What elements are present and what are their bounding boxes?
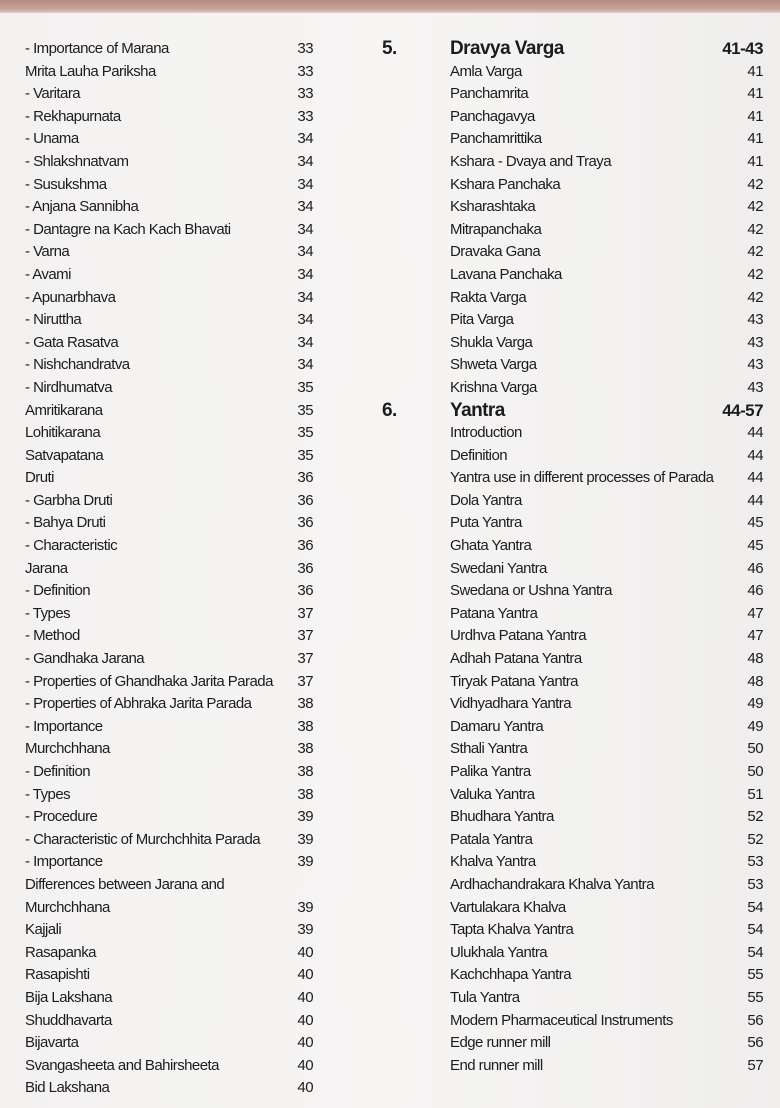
toc-entry-title: Edge runner mill	[450, 1034, 551, 1052]
toc-entry	[380, 580, 763, 603]
toc-entry	[25, 264, 315, 287]
toc-entry-page: 56	[747, 1011, 763, 1029]
toc-entry	[25, 128, 315, 151]
toc-entry-page: 42	[747, 243, 763, 261]
toc-entry-title: Adhah Patana Yantra	[450, 650, 582, 668]
toc-entry-page: 56	[747, 1034, 763, 1052]
toc-entry	[380, 1055, 763, 1078]
toc-entry	[380, 61, 763, 84]
toc-entry-page: 41	[747, 62, 763, 80]
toc-chapter-heading	[380, 400, 763, 423]
toc-entry-title: Ghata Yantra	[450, 537, 532, 555]
toc-entry-page: 41	[747, 85, 763, 103]
toc-entry-page: 42	[747, 175, 763, 193]
toc-entry-title: End runner mill	[450, 1056, 543, 1074]
chapter-number: 6.	[382, 399, 397, 421]
toc-entry-page: 42	[747, 288, 763, 306]
toc-entry-page: 50	[747, 740, 763, 758]
toc-entry	[380, 761, 763, 784]
toc-entry-title: Ksharashtaka	[450, 198, 536, 216]
toc-entry-page: 40	[297, 966, 313, 984]
toc-entry-page: 43	[747, 378, 763, 396]
toc-entry-title: - Avami	[25, 265, 71, 283]
toc-entry-title: Bhudhara Yantra	[450, 808, 554, 826]
toc-entry-title: Vidhyadhara Yantra	[450, 695, 572, 713]
toc-entry-page: 36	[297, 514, 313, 532]
toc-entry	[380, 128, 763, 151]
toc-entry-title: - Types	[25, 604, 71, 622]
toc-entry-title: Palika Yantra	[450, 763, 531, 780]
toc-entry-title: Lavana Panchaka	[450, 265, 562, 283]
toc-entry-title: Modern Pharmaceutical Instruments	[450, 1011, 673, 1029]
toc-entry-page: 53	[747, 875, 763, 893]
toc-entry-page: 41	[747, 107, 763, 125]
toc-entry-page: 34	[297, 243, 313, 261]
toc-entry-page: 51	[747, 785, 763, 803]
toc-entry-page: 33	[297, 107, 313, 125]
toc-entry-page: 34	[297, 311, 313, 329]
toc-entry-title: Mitrapanchaka	[450, 220, 542, 238]
toc-entry-page: 37	[297, 604, 313, 622]
toc-entry-page: 33	[297, 40, 313, 57]
toc-entry	[380, 535, 763, 558]
toc-entry-page: 44	[747, 424, 763, 442]
toc-entry-page: 57	[747, 1056, 763, 1074]
toc-entry-title: - Importance of Marana	[25, 40, 169, 57]
toc-entry-page: 46	[747, 559, 763, 577]
toc-entry-title: Shweta Varga	[450, 356, 537, 374]
toc-entry	[25, 1055, 315, 1078]
toc-entry	[380, 241, 763, 264]
toc-entry-title: Vartulakara Khalva	[450, 898, 566, 916]
toc-entry-title: - Procedure	[25, 808, 98, 826]
chapter-title: Yantra	[450, 399, 505, 421]
toc-entry	[380, 784, 763, 807]
toc-entry-title: - Definition	[25, 582, 91, 600]
toc-right-column	[380, 38, 763, 1077]
toc-entry-page: 39	[297, 853, 313, 871]
toc-entry-page: 38	[297, 785, 313, 803]
toc-entry	[380, 422, 763, 445]
toc-entry-page: 42	[747, 198, 763, 216]
toc-entry	[380, 196, 763, 219]
toc-entry	[25, 219, 315, 242]
toc-entry-title: Bid Lakshana	[25, 1079, 110, 1097]
toc-entry-page: 36	[297, 537, 313, 555]
toc-entry-page: 34	[297, 220, 313, 238]
toc-entry	[25, 241, 315, 264]
toc-entry-title: Shuddhavarta	[25, 1011, 112, 1029]
toc-entry-page: 54	[747, 921, 763, 939]
toc-entry-title: Rasapanka	[25, 943, 96, 961]
toc-entry	[25, 784, 315, 807]
toc-entry-page: 40	[297, 1079, 313, 1097]
toc-entry-page: 43	[747, 333, 763, 351]
toc-entry-title: Dravaka Gana	[450, 243, 541, 261]
toc-entry-page: 42	[747, 265, 763, 283]
chapter-title: Dravya Varga	[450, 38, 564, 59]
toc-entry-page: 46	[747, 582, 763, 600]
toc-entry	[25, 942, 315, 965]
toc-entry-title: - Gata Rasatva	[25, 333, 119, 351]
toc-entry-page: 40	[297, 1011, 313, 1029]
toc-entry	[380, 1010, 763, 1033]
toc-entry-title: Krishna Varga	[450, 378, 537, 396]
toc-entry	[25, 625, 315, 648]
toc-entry-title: Khalva Yantra	[450, 853, 536, 871]
toc-entry-page: 38	[297, 717, 313, 735]
toc-entry	[380, 512, 763, 535]
toc-entry-page: 36	[297, 469, 313, 487]
toc-entry	[25, 535, 315, 558]
toc-entry-page: 49	[747, 717, 763, 735]
toc-entry-title: Bija Lakshana	[25, 988, 113, 1006]
toc-entry	[25, 61, 315, 84]
toc-entry	[25, 580, 315, 603]
toc-entry-page: 34	[297, 175, 313, 193]
toc-entry-title: Druti	[25, 469, 54, 487]
toc-entry	[380, 1032, 763, 1055]
toc-entry-title: - Nishchandratva	[25, 356, 130, 374]
toc-entry-page: 39	[297, 808, 313, 826]
toc-entry-title: Kshara - Dvaya and Traya	[450, 152, 612, 170]
toc-entry-title: - Importance	[25, 717, 103, 735]
toc-entry-page: 39	[297, 898, 313, 916]
toc-entry-title: Bijavarta	[25, 1034, 79, 1052]
toc-entry-title: - Definition	[25, 763, 91, 780]
toc-entry-page: 43	[747, 356, 763, 374]
toc-entry-title: Introduction	[450, 424, 522, 442]
toc-chapter-heading	[380, 38, 763, 61]
toc-entry-title: Swedani Yantra	[450, 559, 547, 577]
toc-entry-page: 49	[747, 695, 763, 713]
chapter-number: 5.	[382, 38, 397, 59]
toc-entry-page: 45	[747, 537, 763, 555]
toc-entry	[380, 151, 763, 174]
toc-entry-page: 55	[747, 966, 763, 984]
toc-entry-page: 33	[297, 85, 313, 103]
toc-entry-title: Puta Yantra	[450, 514, 522, 532]
toc-entry-page: 35	[297, 424, 313, 442]
toc-entry-title: - Nirdhumatva	[25, 378, 113, 396]
toc-entry-page: 34	[297, 333, 313, 351]
toc-entry-page: 39	[297, 921, 313, 939]
toc-entry	[25, 738, 315, 761]
toc-entry	[380, 332, 763, 355]
toc-entry-title: Panchagavya	[450, 107, 535, 125]
toc-entry	[25, 467, 315, 490]
toc-entry-page: 40	[297, 1056, 313, 1074]
toc-entry-title: Tula Yantra	[450, 988, 520, 1006]
toc-entry	[25, 671, 315, 694]
toc-entry-page: 35	[297, 378, 313, 396]
toc-entry-page: 38	[297, 740, 313, 758]
toc-entry	[25, 806, 315, 829]
toc-entry	[25, 897, 315, 920]
toc-entry	[380, 738, 763, 761]
toc-entry	[380, 919, 763, 942]
toc-entry-title: Ardhachandrakara Khalva Yantra	[450, 875, 654, 893]
toc-entry-page: 43	[747, 311, 763, 329]
toc-entry-title: - Method	[25, 627, 80, 645]
toc-entry	[25, 38, 315, 61]
toc-entry-title: Ulukhala Yantra	[450, 943, 548, 961]
toc-entry-page: 34	[297, 198, 313, 216]
toc-entry-page: 41	[747, 130, 763, 148]
toc-entry-title: Kajjali	[25, 921, 62, 939]
toc-entry	[25, 1010, 315, 1033]
toc-entry-page: 54	[747, 943, 763, 961]
toc-entry-page: 36	[297, 559, 313, 577]
toc-entry	[25, 354, 315, 377]
toc-entry-title: - Bahya Druti	[25, 514, 106, 532]
toc-entry	[25, 603, 315, 626]
toc-entry	[380, 354, 763, 377]
toc-entry	[380, 964, 763, 987]
toc-entry-page: 52	[747, 808, 763, 826]
toc-entry	[380, 377, 763, 400]
toc-entry	[380, 942, 763, 965]
chapter-page-range: 41-43	[722, 39, 763, 58]
toc-entry	[380, 83, 763, 106]
toc-entry-title: - Properties of Ghandhaka Jarita Parada	[25, 672, 273, 690]
toc-entry-page: 47	[747, 627, 763, 645]
toc-entry	[25, 332, 315, 355]
toc-entry-title: Rasapishti	[25, 966, 90, 984]
toc-entry	[380, 851, 763, 874]
toc-entry	[25, 1077, 315, 1100]
toc-entry-title: - Varna	[25, 243, 70, 261]
toc-entry	[380, 829, 763, 852]
toc-entry-title: Dola Yantra	[450, 491, 522, 509]
toc-entry-page: 34	[297, 152, 313, 170]
toc-entry-title: Amla Varga	[450, 62, 522, 80]
toc-entry-title: Swedana or Ushna Yantra	[450, 582, 612, 600]
toc-entry-page: 36	[297, 491, 313, 509]
toc-entry	[380, 309, 763, 332]
toc-entry-page: 34	[297, 288, 313, 306]
toc-entry-page: 52	[747, 830, 763, 848]
toc-entry-title: - Types	[25, 785, 71, 803]
toc-entry-title: Lohitikarana	[25, 424, 101, 442]
toc-entry	[25, 761, 315, 784]
toc-entry-title: Differences between Jarana and	[25, 875, 225, 893]
toc-entry-title: - Gandhaka Jarana	[25, 650, 145, 668]
toc-entry	[25, 196, 315, 219]
toc-entry	[25, 422, 315, 445]
toc-entry	[25, 987, 315, 1010]
toc-entry-title: Amritikarana	[25, 401, 103, 419]
toc-entry-title: - Unama	[25, 130, 79, 148]
toc-entry-page: 55	[747, 988, 763, 1006]
toc-entry	[380, 287, 763, 310]
toc-entry	[380, 603, 763, 626]
toc-entry-title: - Importance	[25, 853, 103, 871]
toc-entry	[25, 874, 315, 897]
page-top-edge	[0, 0, 780, 13]
toc-entry	[25, 174, 315, 197]
toc-entry	[25, 309, 315, 332]
toc-entry	[380, 445, 763, 468]
toc-entry-page: 39	[297, 830, 313, 848]
toc-entry-page: 40	[297, 1034, 313, 1052]
toc-entry-page: 48	[747, 650, 763, 668]
toc-entry-title: Shukla Varga	[450, 333, 533, 351]
toc-entry-title: Urdhva Patana Yantra	[450, 627, 587, 645]
toc-entry-page: 36	[297, 582, 313, 600]
toc-entry-title: - Rekhapurnata	[25, 107, 121, 125]
toc-entry	[380, 106, 763, 129]
toc-entry-title: - Niruttha	[25, 311, 82, 329]
toc-entry	[380, 987, 763, 1010]
toc-entry	[25, 716, 315, 739]
toc-entry-title: - Susukshma	[25, 175, 107, 193]
toc-entry-title: Definition	[450, 446, 508, 464]
toc-entry-page: 53	[747, 853, 763, 871]
toc-entry-title: Panchamrittika	[450, 130, 542, 148]
toc-entry-title: Mrita Lauha Pariksha	[25, 62, 156, 80]
toc-entry	[25, 693, 315, 716]
toc-entry	[25, 964, 315, 987]
toc-entry	[380, 806, 763, 829]
toc-entry-title: Rakta Varga	[450, 288, 527, 306]
toc-entry	[25, 829, 315, 852]
toc-entry-page: 54	[747, 898, 763, 916]
toc-entry-title: Tiryak Patana Yantra	[450, 672, 578, 690]
toc-entry-title: Murchchhana	[25, 740, 110, 758]
toc-entry-page: 37	[297, 672, 313, 690]
toc-entry	[25, 490, 315, 513]
toc-entry-page: 44	[747, 446, 763, 464]
toc-entry	[25, 377, 315, 400]
toc-entry-title: - Properties of Abhraka Jarita Parada	[25, 695, 252, 713]
toc-entry	[25, 851, 315, 874]
toc-entry	[380, 467, 763, 490]
chapter-page-range: 44-57	[722, 400, 763, 420]
toc-entry-title: Valuka Yantra	[450, 785, 535, 803]
toc-entry	[25, 400, 315, 423]
toc-entry-page: 37	[297, 627, 313, 645]
toc-entry	[25, 445, 315, 468]
toc-entry-title: - Dantagre na Kach Kach Bhavati	[25, 220, 231, 238]
toc-left-column	[25, 38, 315, 1100]
toc-entry-page: 40	[297, 943, 313, 961]
toc-entry	[25, 287, 315, 310]
toc-entry	[380, 648, 763, 671]
toc-entry-title: Jarana	[25, 559, 68, 577]
toc-entry-title: - Characteristic of Murchchhita Parada	[25, 830, 261, 848]
toc-entry-page: 42	[747, 220, 763, 238]
toc-entry-page: 34	[297, 356, 313, 374]
toc-entry	[380, 874, 763, 897]
toc-entry	[25, 919, 315, 942]
toc-entry	[25, 151, 315, 174]
toc-entry-title: Pita Varga	[450, 311, 514, 329]
toc-entry-title: Murchchhana	[25, 898, 110, 916]
toc-entry	[380, 671, 763, 694]
toc-entry-title: Patana Yantra	[450, 604, 538, 622]
toc-entry-page: 38	[297, 763, 313, 780]
toc-entry-page: 33	[297, 62, 313, 80]
toc-entry-page: 44	[747, 491, 763, 509]
toc-entry-page: 50	[747, 763, 763, 780]
toc-entry	[380, 174, 763, 197]
toc-entry-page: 41	[747, 152, 763, 170]
toc-entry-page: 37	[297, 650, 313, 668]
toc-entry	[25, 83, 315, 106]
toc-entry-page: 48	[747, 672, 763, 690]
toc-entry-title: - Characteristic	[25, 537, 118, 555]
toc-entry	[380, 625, 763, 648]
toc-entry-title: - Shlakshnatvam	[25, 152, 129, 170]
toc-entry-title: Panchamrita	[450, 85, 529, 103]
toc-entry	[25, 512, 315, 535]
toc-entry-page: 35	[297, 401, 313, 419]
toc-entry	[25, 1032, 315, 1055]
toc-entry	[380, 693, 763, 716]
toc-entry	[380, 716, 763, 739]
toc-entry	[25, 648, 315, 671]
toc-entry-page: 34	[297, 265, 313, 283]
toc-entry-title: Tapta Khalva Yantra	[450, 921, 574, 939]
toc-entry-title: - Varitara	[25, 85, 81, 103]
toc-entry-title: Satvapatana	[25, 446, 104, 464]
toc-entry	[380, 897, 763, 920]
toc-entry-page: 44	[747, 469, 763, 487]
toc-entry	[380, 219, 763, 242]
toc-entry-page: 47	[747, 604, 763, 622]
toc-entry	[380, 490, 763, 513]
toc-entry-page: 38	[297, 695, 313, 713]
toc-entry-title: Kachchhapa Yantra	[450, 966, 572, 984]
toc-entry-title: - Anjana Sannibha	[25, 198, 139, 216]
toc-entry	[380, 558, 763, 581]
toc-entry-title: - Garbha Druti	[25, 491, 113, 509]
toc-entry-title: Yantra use in different processes of Parada	[450, 469, 714, 487]
toc-entry-title: Kshara Panchaka	[450, 175, 561, 193]
toc-entry-title: Patala Yantra	[450, 830, 533, 848]
toc-entry	[380, 264, 763, 287]
toc-entry-title: - Apunarbhava	[25, 288, 116, 306]
toc-entry	[25, 106, 315, 129]
toc-entry-title: Damaru Yantra	[450, 717, 544, 735]
toc-entry-page: 45	[747, 514, 763, 532]
toc-entry-page: 35	[297, 446, 313, 464]
toc-entry-title: Svangasheeta and Bahirsheeta	[25, 1056, 219, 1074]
toc-entry-page: 40	[297, 988, 313, 1006]
toc-entry	[25, 558, 315, 581]
toc-entry-title: Sthali Yantra	[450, 740, 528, 758]
toc-entry-page: 34	[297, 130, 313, 148]
